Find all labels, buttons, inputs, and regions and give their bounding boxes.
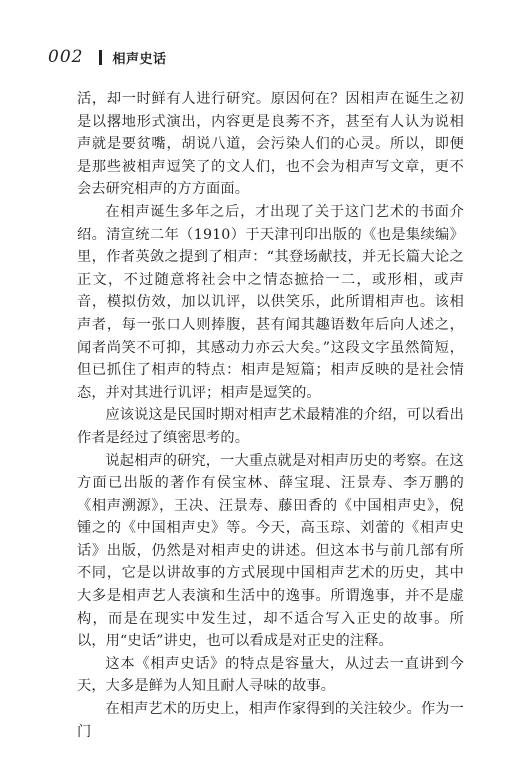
body-text [77, 88, 464, 743]
header-divider-bar [99, 50, 102, 65]
paragraph: 应该说这是民国时期对相声艺术最精准的介绍，可以看出作者是经过了缜密思考的。 [77, 407, 464, 446]
paragraph-continued: 活，却一时鲜有人进行研究。原因何在？因相声在诞生之初是以撂地形式演出，内容更是良莠不齐，甚至有人认为说相声就是要贫嘴，胡说八道，会污染人们的心灵。所以，即便是那些被相声逗笑了的文人们，也不会为相声写文章，更不会去研究相声的方方面面。 [77, 91, 464, 198]
running-header [48, 44, 166, 70]
running-book-title: 相声史话 [112, 51, 167, 67]
page-number: 002 [48, 47, 84, 67]
paragraph: 在相声诞生多年之后，才出现了关于这门艺术的书面介绍。清宣统二年（1910）于天津刊印出版的《也是集续编》里，作者英敛之提到了相声：“其登场献技，并无长篇大论之正文，不过随意将社会中之情态摭拾一二，或形相，或声音，模拟仿效，加以讥评，以供笑乐，此所谓相声也。该相声者，每一张口人则捧腹，甚有闻其趣语数年后向人述之，闻者尚笑不可抑，其感动力亦云大矣。”这段文字虽然简短，但已抓住了相声的特点：相声是短篇；相声反映的是社会情态，并对其进行讥评；相声是逗笑的。 [77, 203, 464, 401]
paragraph: 说起相声的研究，一大重点就是对相声历史的考察。在这方面已出版的著作有侯宝林、薛宝琨、汪景寿、李万鹏的《相声溯源》，王决、汪景寿、藤田香的《中国相声史》，倪锺之的《中国相声史》等。今天，高玉琮、刘蕾的《相声史话》出版，仍然是对相声史的讲述。但这本书与前几部有所不同，它是以讲故事的方式展现中国相声艺术的历史，其中大多是相声艺人表演和生活中的逸事。所谓逸事，并不是虚构，而是在现实中发生过，却不适合写入正史的故事。所以，用“史话”讲史，也可以看成是对正史的注释。 [77, 452, 464, 650]
paragraph: 这本《相声史话》的特点是容量大，从过去一直讲到今天，大多是鲜为人知且耐人寻味的故事。 [77, 655, 464, 695]
paragraph-truncated: 在相声艺术的历史上，相声作家得到的关注较少。作为一门 [77, 701, 464, 740]
